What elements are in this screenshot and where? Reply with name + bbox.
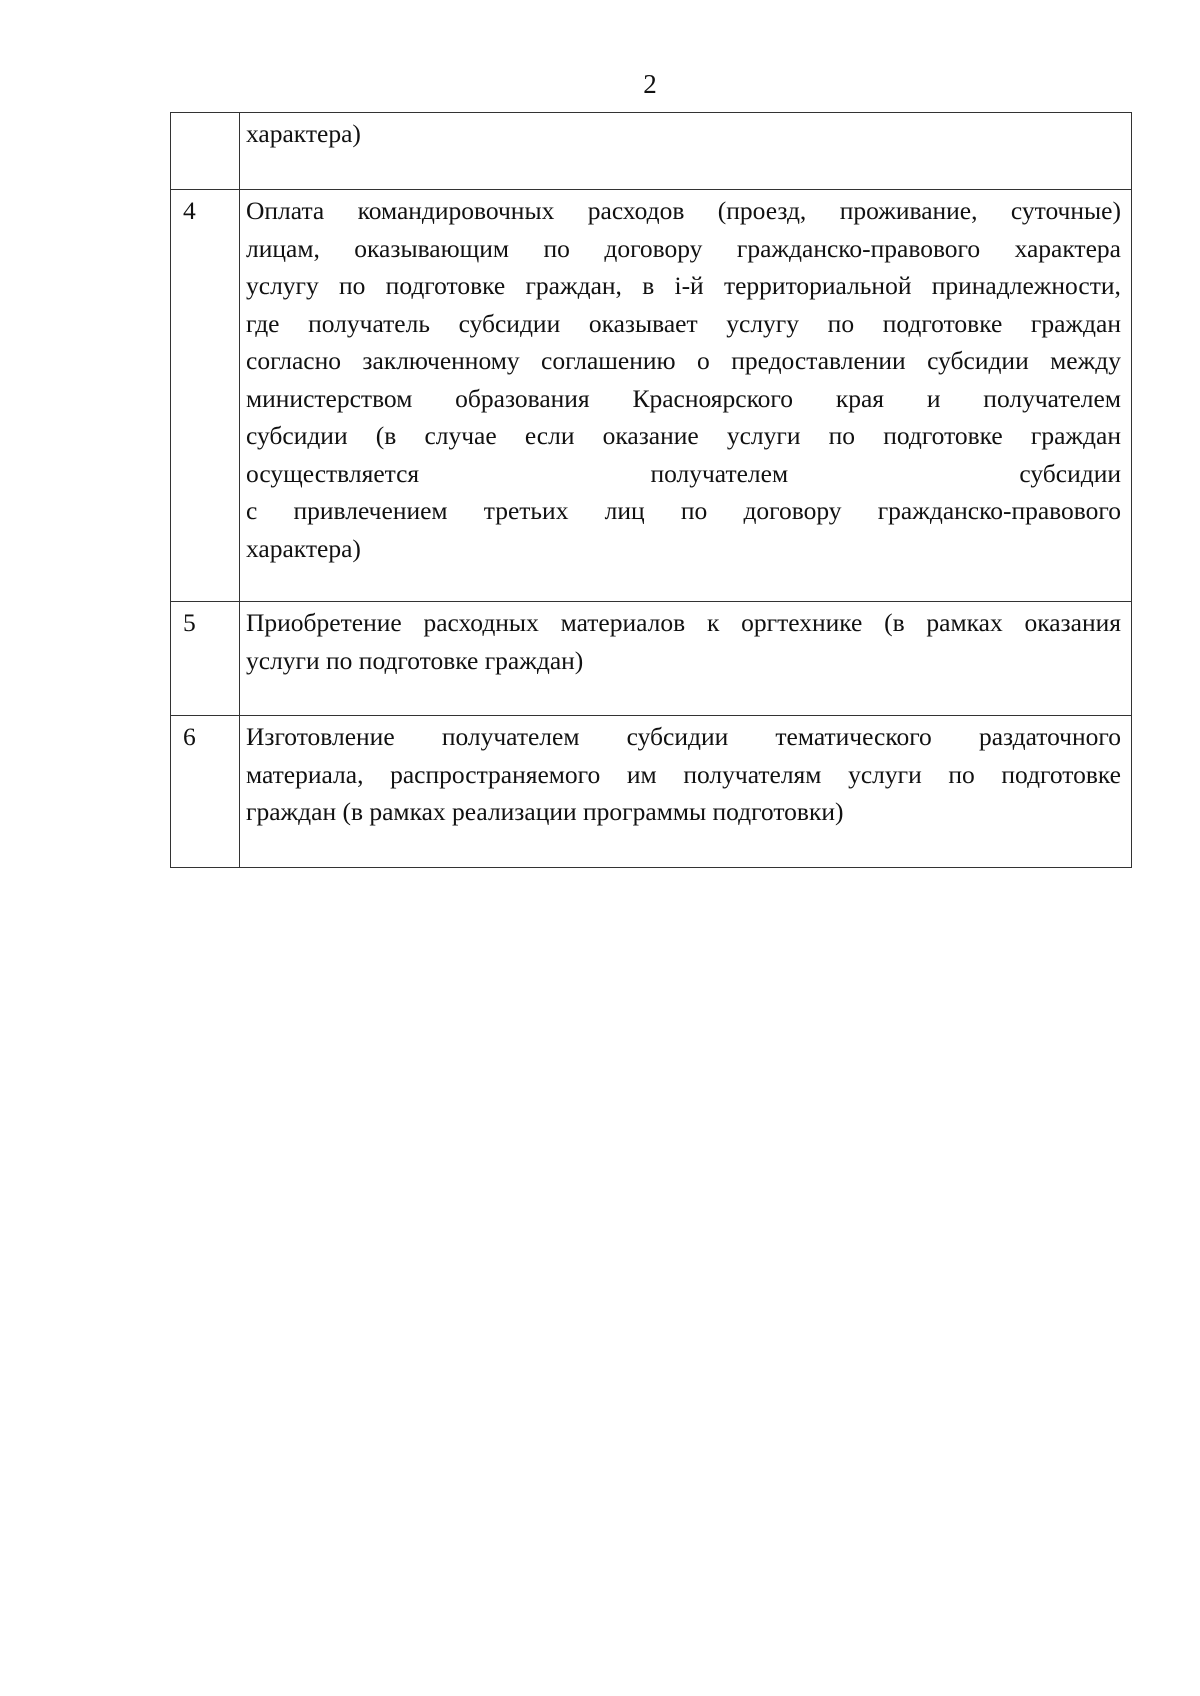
text-line: лицам, оказывающим по договору гражданско-правового характера [246,233,1121,263]
expense-table [170,112,1132,868]
row-number [171,113,240,190]
row-text [240,113,1132,190]
text-line: характера) [246,119,361,148]
text-line: субсидии (в случае если оказание услуги по подготовке граждан [246,421,1121,450]
row-number: 5 [171,602,240,716]
text-line: согласно заключенному соглашению о предоставлении субсидии между [246,346,1121,375]
text-line: министерством образования Красноярского края и получателем [246,383,1121,413]
table-row-5 [171,602,1132,716]
row-text [240,602,1132,716]
table-row-continuation [171,113,1132,190]
text-line: характера) [246,533,361,563]
text-line: с привлечением третьих лиц по договору гражданско-правового [246,496,1121,525]
table-row-4 [171,190,1132,602]
text-line: услуги по подготовке граждан) [246,645,584,675]
page-number: 2 [643,69,657,99]
text-line: Изготовление получателем субсидии тематического раздаточного [246,722,1121,751]
text-line: где получатель субсидии оказывает услугу по подготовке граждан [246,308,1121,338]
row-number: 6 [171,716,240,868]
row-text [240,190,1132,602]
row-number: 4 [171,190,240,602]
text-line: осуществляется получателем субсидии [246,458,1121,488]
text-line: материала, распространяемого им получателям услуги по подготовке [246,759,1121,789]
row-text [240,716,1132,868]
text-line: граждан (в рамках реализации программы подготовки) [246,797,844,826]
text-line: Оплата командировочных расходов (проезд, проживание, суточные) [246,196,1121,225]
text-line: Приобретение расходных материалов к оргтехнике (в рамках оказания [246,608,1121,637]
table-row-6 [171,716,1132,868]
text-line: услугу по подготовке граждан, в і-й территориальной принадлежности, [246,271,1121,300]
